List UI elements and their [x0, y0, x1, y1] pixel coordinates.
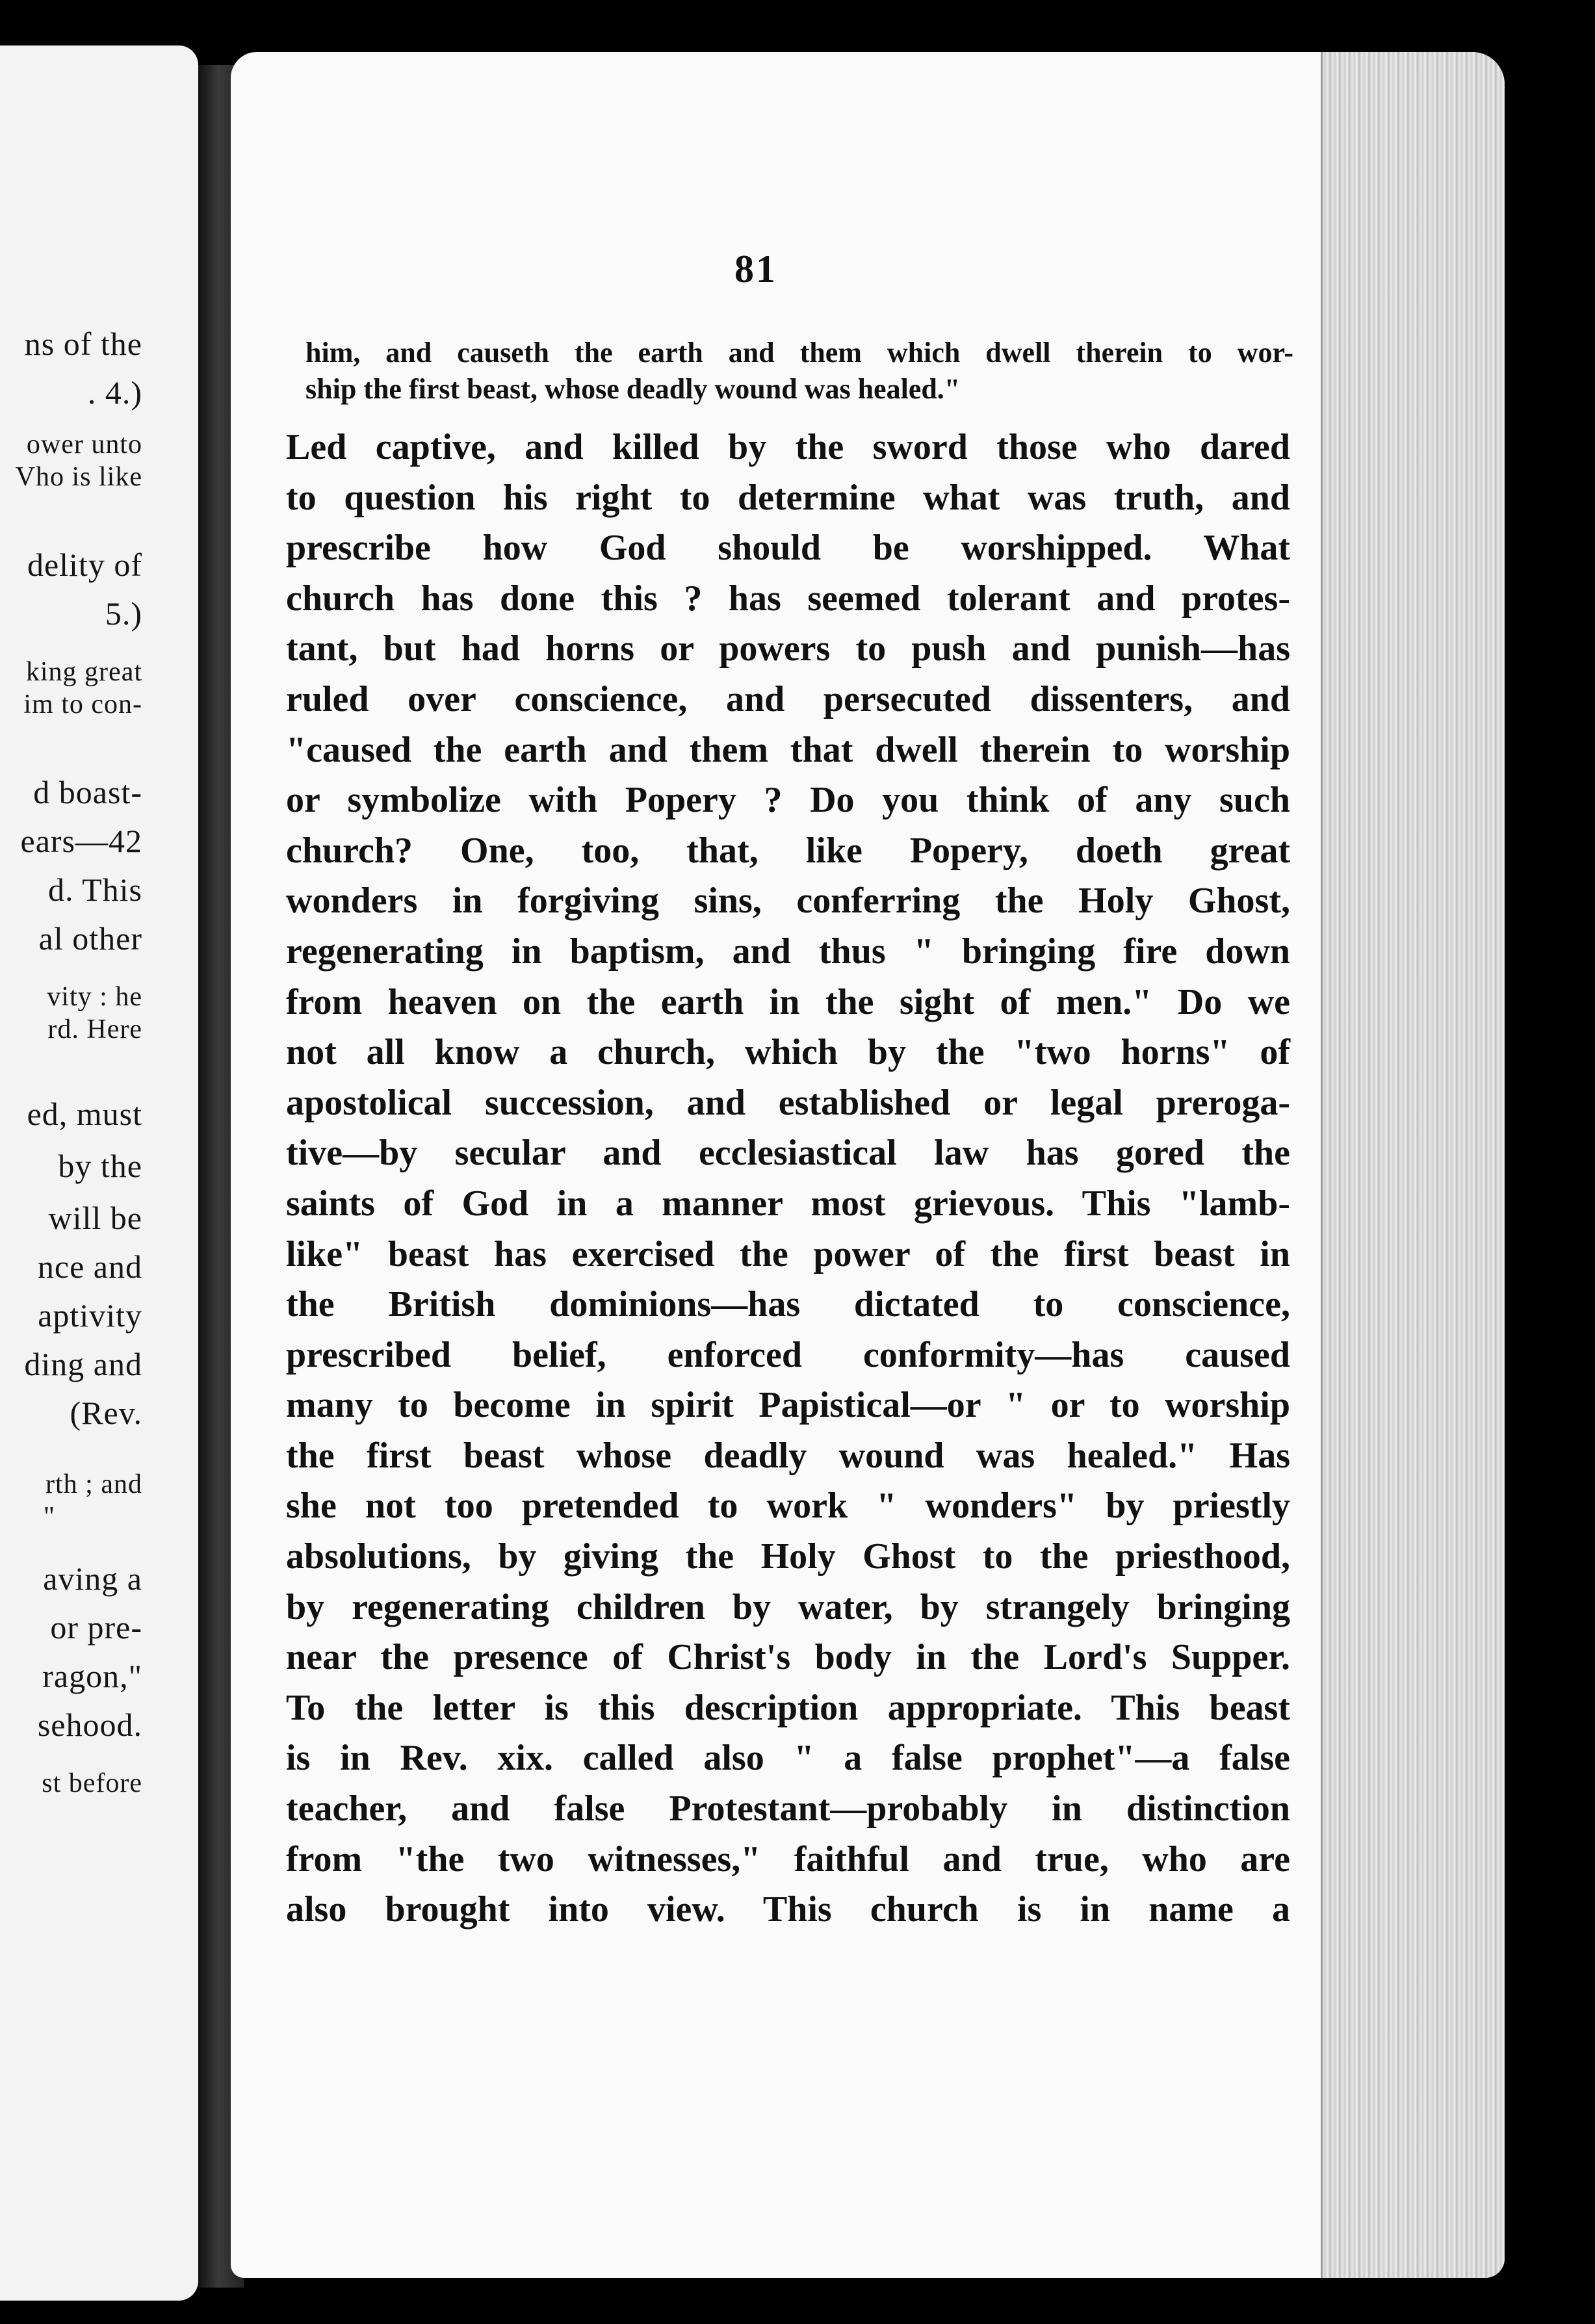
text-line: tant, but had horns or powers to push and punish—has — [286, 628, 1290, 669]
quote-line: ship the first beast, whose deadly wound was healed." — [305, 373, 961, 405]
text-line: absolutions, by giving the Holy Ghost to the priesthood, — [286, 1536, 1290, 1577]
left-fragment: st before — [42, 1768, 142, 1798]
text-line: to question his right to determine what was truth, and — [286, 477, 1290, 518]
page-edges — [1321, 52, 1505, 2278]
left-fragment: rth ; and — [45, 1469, 142, 1499]
left-fragment: ower unto — [26, 430, 142, 459]
left-fragment: ears—42 — [20, 823, 142, 859]
left-fragment: by the — [58, 1148, 142, 1184]
text-line: she not too pretended to work " wonders" by priestly — [286, 1486, 1290, 1527]
text-line: ruled over conscience, and persecuted dissenters, and — [286, 678, 1290, 719]
left-fragment: king great — [25, 657, 142, 687]
text-line: by regenerating children by water, by strangely bringing — [286, 1586, 1290, 1627]
left-fragment: aptivity — [38, 1297, 142, 1334]
left-fragment: " — [43, 1502, 55, 1532]
quote-block — [305, 335, 1293, 407]
left-fragment: will be — [48, 1200, 142, 1236]
left-fragment: rd. Here — [47, 1014, 142, 1044]
quote-line: him, and causeth the earth and them which dwell therein to wor- — [305, 337, 1293, 368]
left-fragment: nce and — [37, 1248, 142, 1285]
text-line: wonders in forgiving sins, conferring the Holy Ghost, — [286, 881, 1290, 922]
body-text — [286, 422, 1290, 1935]
text-line: not all know a church, which by the "two horns" of — [286, 1032, 1290, 1073]
left-fragment: delity of — [27, 547, 142, 583]
left-fragment: ns of the — [24, 326, 142, 362]
page-number: 81 — [734, 248, 777, 290]
text-line: To the letter is this description appropriate. This beast — [286, 1687, 1290, 1728]
left-fragment: sehood. — [37, 1707, 142, 1743]
left-fragment: (Rev. — [70, 1395, 142, 1431]
text-line: prescribe how God should be worshipped. What — [286, 528, 1290, 569]
left-fragment: d boast- — [33, 774, 142, 810]
left-fragment: d. This — [48, 872, 142, 908]
text-line: like" beast has exercised the power of the first beast in — [286, 1233, 1290, 1274]
left-fragment: or pre- — [50, 1609, 142, 1646]
text-line: apostolical succession, and established or legal preroga- — [286, 1082, 1290, 1123]
left-fragment: im to con- — [23, 690, 142, 719]
left-fragment: ding and — [24, 1346, 142, 1382]
text-line: saints of God in a manner most grievous. This "lamb- — [286, 1183, 1290, 1224]
text-line: from "the two witnesses," faithful and true, who are — [286, 1839, 1290, 1879]
text-line: church has done this ? has seemed tolerant and protes- — [286, 578, 1290, 619]
text-line: regenerating in baptism, and thus " bringing fire down — [286, 931, 1290, 972]
left-fragment: al other — [38, 920, 142, 957]
text-line: or symbolize with Popery ? Do you think of any such — [286, 780, 1290, 821]
text-line: is in Rev. xix. called also " a false prophet"—a false — [286, 1738, 1290, 1779]
left-page — [0, 45, 198, 2301]
left-fragment: Vho is like — [15, 462, 142, 492]
left-fragment: aving a — [43, 1560, 142, 1597]
text-line: "caused the earth and them that dwell therein to worship — [286, 729, 1290, 770]
text-line: from heaven on the earth in the sight of men." Do we — [286, 981, 1290, 1022]
left-fragment: 5.) — [105, 595, 142, 632]
left-fragment: vity : he — [47, 982, 142, 1012]
text-line: the British dominions—has dictated to conscience, — [286, 1284, 1290, 1325]
left-fragment: ed, must — [27, 1096, 142, 1132]
text-line: also brought into view. This church is in name a — [286, 1889, 1290, 1930]
text-line: near the presence of Christ's body in the Lord's Supper. — [286, 1637, 1290, 1678]
text-line: church? One, too, that, like Popery, doeth great — [286, 830, 1290, 871]
text-line: the first beast whose deadly wound was healed." Has — [286, 1435, 1290, 1476]
left-fragment: ragon," — [42, 1658, 142, 1694]
left-fragment: . 4.) — [87, 374, 142, 411]
text-line: Led captive, and killed by the sword those who dared — [286, 427, 1290, 467]
text-line: many to become in spirit Papistical—or " or to worship — [286, 1385, 1290, 1426]
text-line: teacher, and false Protestant—probably in distinction — [286, 1788, 1290, 1829]
text-line: tive—by secular and ecclesiastical law has gored the — [286, 1133, 1290, 1174]
text-line: prescribed belief, enforced conformity—has caused — [286, 1334, 1290, 1375]
